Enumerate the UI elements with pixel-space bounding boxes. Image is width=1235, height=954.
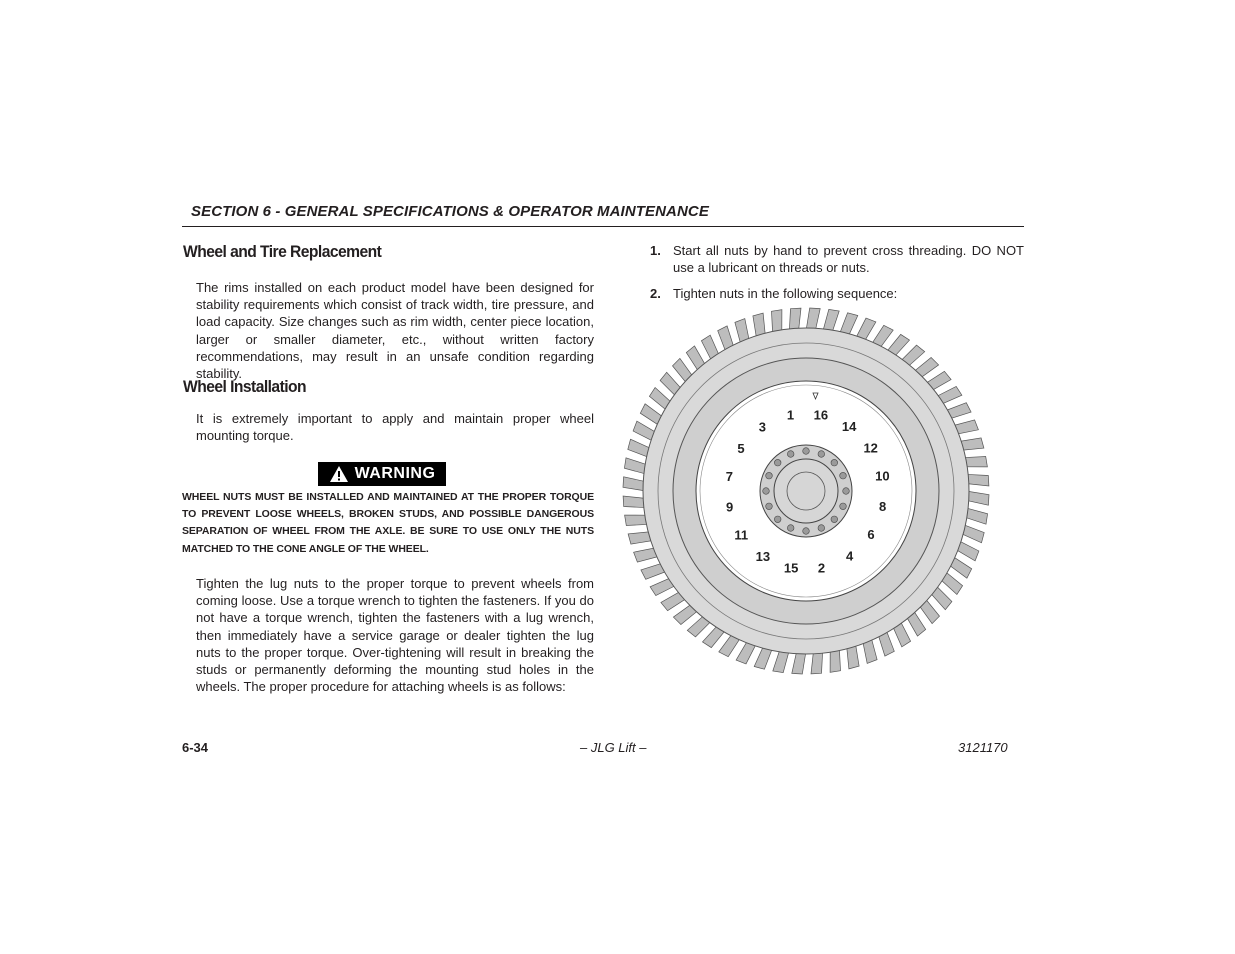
lug-nut — [774, 516, 781, 523]
sequence-label: 2 — [817, 560, 826, 576]
warning-label: WARNING — [354, 465, 436, 482]
lug-nut — [831, 516, 838, 523]
lug-nut — [787, 451, 794, 458]
lug-nut — [766, 503, 773, 510]
lug-nut — [840, 503, 847, 510]
paragraph-tighten-lug-nuts: Tighten the lug nuts to the proper torque to prevent wheels from coming loose. Use a torque wrench to tighten the fasteners. If you do not have a torque wrench, tighten the fasteners with a lug wrench, then immediately have a service garage or dealer tighten the lug nuts to the proper torque. Over-tightening will result in breaking the studs or permanently deforming the mounting stud holes in the wheels. The proper procedure for attaching wheels is as follows: — [196, 576, 594, 695]
wheel-nut-sequence-diagram — [620, 305, 992, 677]
lug-nut — [787, 525, 794, 532]
lug-nut — [774, 459, 781, 466]
lug-nut — [818, 525, 825, 532]
lug-nut — [766, 472, 773, 479]
paragraph-rims: The rims installed on each product model have been designed for stability requirements which consist of track width, tire pressure, and load capacity. Size changes such as rim width, center piece location, larger or smaller diameter, etc., without written factory recommendations, may result in an unsafe condition regarding stability. — [196, 280, 594, 382]
heading-wheel-tire-replacement: Wheel and Tire Replacement — [183, 242, 382, 261]
step-number: 2. — [650, 286, 661, 301]
lug-nut — [818, 451, 825, 458]
warning-triangle-icon — [329, 465, 349, 483]
footer-center: – JLG Lift – — [580, 740, 647, 755]
hub-center — [787, 472, 825, 510]
sequence-label: 10 — [875, 468, 890, 484]
lug-nut — [831, 459, 838, 466]
lug-nut — [763, 488, 770, 495]
sequence-label: 7 — [725, 469, 734, 485]
sequence-label: 12 — [863, 440, 878, 456]
sequence-label: 9 — [725, 499, 734, 515]
warning-banner — [318, 462, 446, 486]
sequence-label: 8 — [878, 498, 887, 514]
sequence-label: 13 — [755, 549, 771, 564]
lug-nut — [803, 448, 810, 455]
sequence-label: 11 — [734, 527, 749, 543]
warning-text: WHEEL NUTS MUST BE INSTALLED AND MAINTAINED AT THE PROPER TORQUE TO PREVENT LOOSE WHEELS, BROKEN STUDS, AND POSSIBLE DANGEROUS SEPARATION OF WHEEL FROM THE AXLE. BE SURE TO USE ONLY THE NUTS MATCHED TO THE CONE ANGLE OF THE WHEEL. — [182, 491, 594, 555]
sequence-label: 14 — [841, 419, 857, 434]
document-number: 3121170 — [958, 740, 1008, 755]
lug-nut — [843, 488, 850, 495]
sequence-label: 15 — [783, 560, 799, 576]
step-text: Start all nuts by hand to prevent cross threading. DO NOT use a lubricant on threads or nuts. — [673, 243, 1024, 276]
lug-nut — [803, 528, 810, 535]
lug-nut — [840, 472, 847, 479]
paragraph-torque-importance: It is extremely important to apply and maintain proper wheel mounting torque. — [196, 411, 594, 444]
sequence-label: 5 — [737, 440, 745, 456]
page-number: 6-34 — [182, 740, 209, 755]
section-title: SECTION 6 - GENERAL SPECIFICATIONS & OPERATOR MAINTENANCE — [191, 203, 709, 220]
sequence-label: 1 — [786, 407, 795, 423]
sequence-label: 6 — [867, 527, 875, 543]
step-number: 1. — [650, 243, 661, 258]
sequence-label: 4 — [845, 548, 854, 564]
step-text: Tighten nuts in the following sequence: — [673, 286, 898, 301]
sequence-label: 3 — [758, 419, 767, 435]
header-rule — [182, 226, 1024, 227]
step-1 — [650, 242, 1024, 276]
heading-wheel-installation: Wheel Installation — [183, 377, 307, 396]
step-2 — [650, 285, 1024, 302]
sequence-label: 16 — [813, 407, 829, 423]
